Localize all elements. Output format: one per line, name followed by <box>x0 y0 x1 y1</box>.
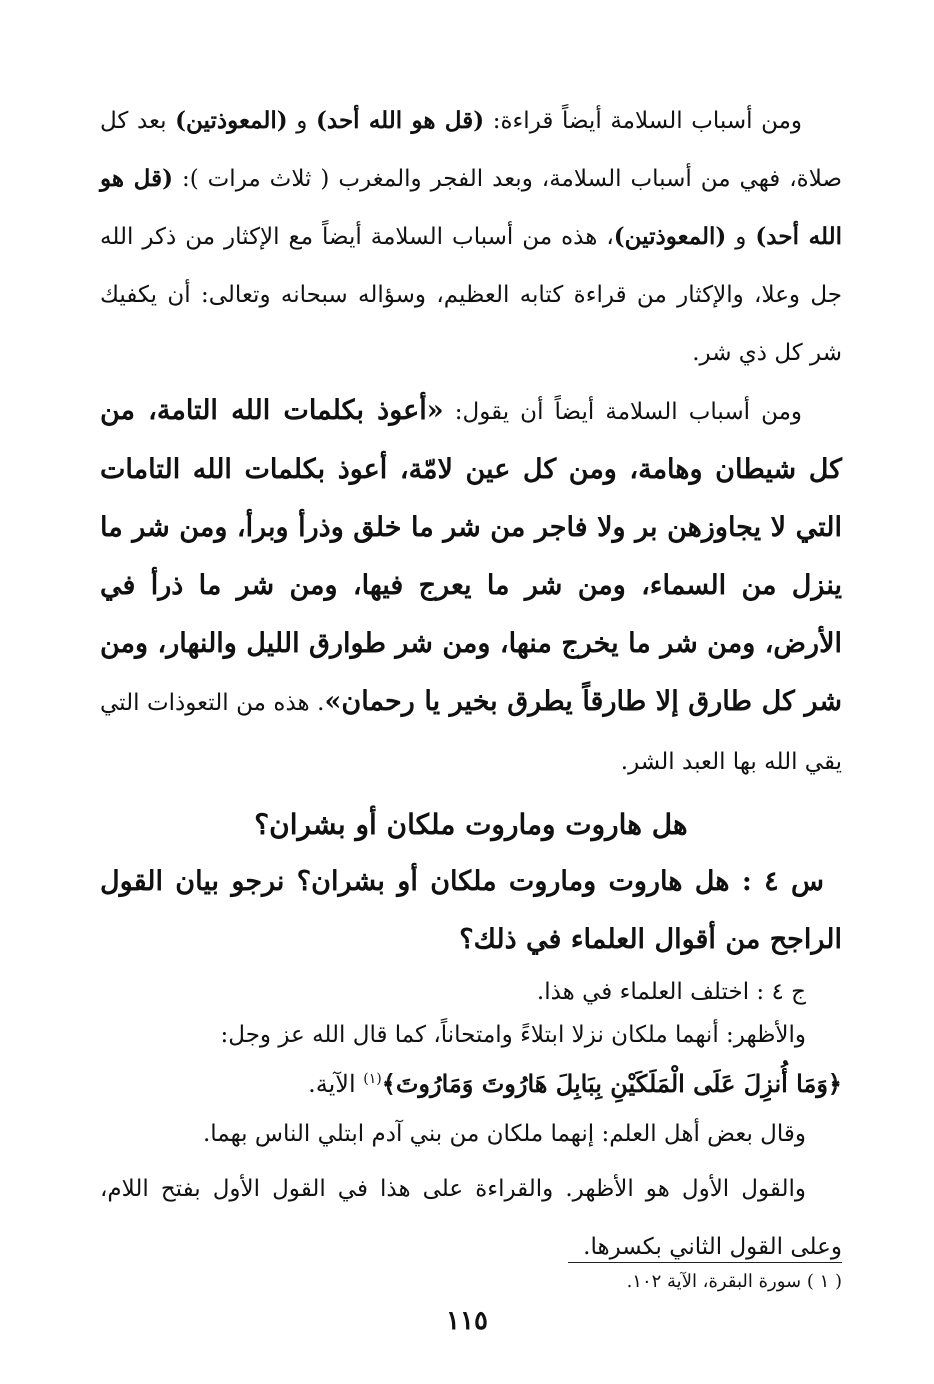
surah-reference: (المعوذتين) <box>175 107 288 134</box>
answer-line-3: وقال بعض أهل العلم: إنهما ملكان من بني آدم ابتلي الناس بهما. <box>202 1121 806 1147</box>
text-run: و <box>287 108 316 134</box>
text-run: و <box>726 224 756 250</box>
page-body <box>100 92 842 1276</box>
surah-reference: (قل هو الله أحد) <box>100 165 842 250</box>
paragraph-1 <box>100 92 842 382</box>
answer-line-2: والأظهر: أنهما ملكان نزلا ابتلاءً وامتحاناً، كما قال الله عز وجل: <box>220 1022 806 1048</box>
surah-reference: (المعوذتين) <box>613 223 727 250</box>
text-run: . هذه من التعوذات التي يقي الله بها العبد الشر. <box>100 690 842 775</box>
text-run: بعد كل صلاة، فهي من أسباب السلامة، وبعد الفجر والمغرب ( ثلاث مرات ): <box>100 108 842 192</box>
quran-verse <box>100 1055 842 1108</box>
text-run: ومن أسباب السلامة أيضاً قراءة: <box>484 108 803 134</box>
question-text: س ٤ : هل هاروت وماروت ملكان أو بشران؟ نرجو بيان القول الراجح من أقوال العلماء في ذلك؟ <box>100 866 842 955</box>
text-run: ومن أسباب السلامة أيضاً أن يقول: <box>443 399 802 425</box>
text-run: ، هذه من أسباب السلامة أيضاً مع الإكثار من ذكر الله جل وعلا، والإكثار من قراءة كتابه العظيم، وسؤاله سبحانه وتعالى: أن يكفيك شر كل ذي شر. <box>100 224 842 366</box>
verse-text: ﴿وَمَا أُنزِلَ عَلَى الْمَلَكَيْنِ بِبَابِلَ هَارُوتَ وَمَارُوتَ﴾ <box>381 1069 842 1098</box>
answer-line-1: ج ٤ : اختلف العلماء في هذا. <box>536 979 806 1005</box>
paragraph-2 <box>100 382 842 791</box>
supplication-text: «أعوذ بكلمات الله التامة، من كل شيطان وهامة، ومن كل عين لامّة، أعوذ بكلمات الله التامات التي لا يجاوزهن بر ولا فاجر من شر ما خلق وذرأ وبرأ، ومن شر ما ينزل من السماء، ومن شر ما يعرج فيها، ومن شر ما ذرأ في الأرض، ومن شر ما يخرج منها، ومن شر طوارق الليل والنهار، ومن شر كل طارق إلا طارقاً يطرق بخير يا رحمان» <box>100 395 842 717</box>
footnote: ( ١ ) سورة البقرة، الآية ١٠٢. <box>626 1271 842 1292</box>
surah-reference: (قل هو الله أحد) <box>315 107 485 134</box>
footnote-divider <box>568 1262 842 1263</box>
page-number: ١١٥ <box>446 1306 488 1336</box>
footnote-marker: (١) <box>363 1071 382 1087</box>
text-run: الآية. <box>308 1070 364 1098</box>
section-heading: هل هاروت وماروت ملكان أو بشران؟ <box>254 808 688 841</box>
answer-line-4: والقول الأول هو الأظهر. والقراءة على هذا في القول الأول بفتح اللام، وعلى القول الثاني بكسرها. <box>100 1176 842 1260</box>
